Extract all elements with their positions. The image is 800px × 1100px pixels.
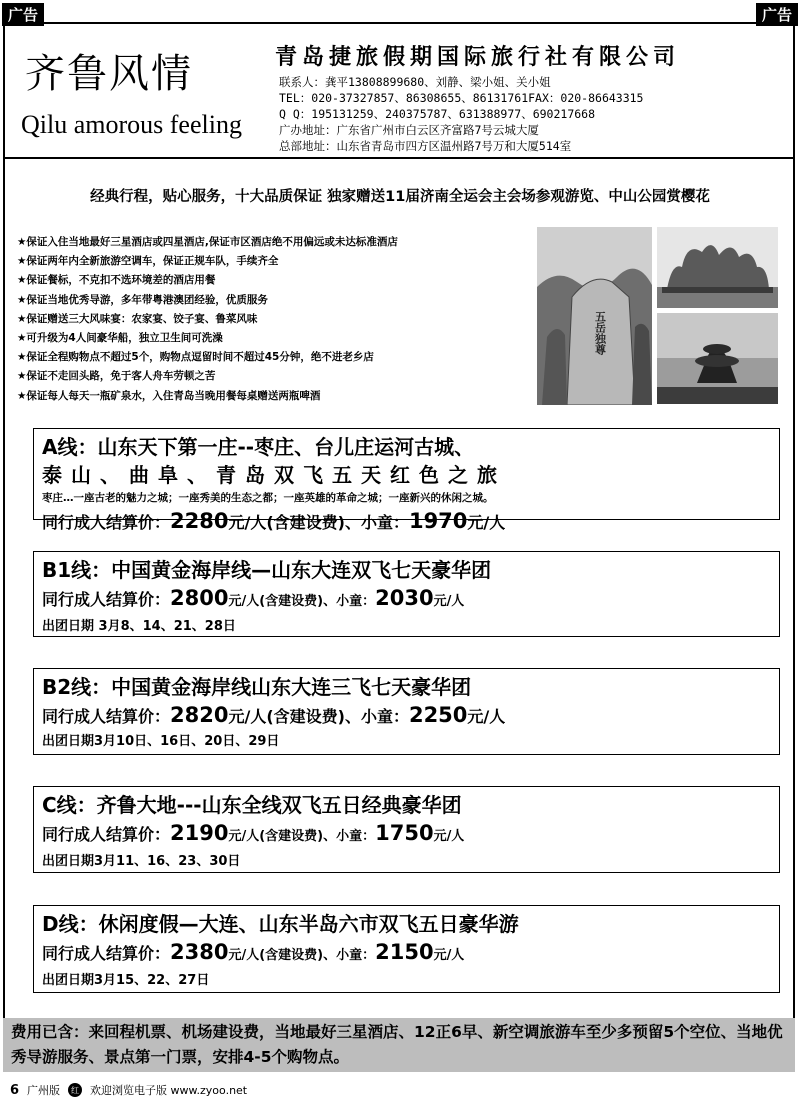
photo-sculpture bbox=[657, 227, 778, 308]
adult-unit: 元/人(含建设费)、小童： bbox=[228, 594, 376, 609]
route-b2 bbox=[33, 668, 780, 755]
route-b1-price bbox=[42, 584, 771, 616]
route-d-dates: 出团日期3月15、22、27日 bbox=[42, 973, 210, 988]
route-a-price bbox=[42, 507, 771, 537]
adult-unit: 元/人(含建设费)、小童： bbox=[228, 829, 376, 844]
adult-price: 2280 bbox=[170, 509, 229, 533]
guarantee-item: ★保证入住当地最好三星酒店或四星酒店,保证市区酒店绝不用偏远或未达标准酒店 bbox=[17, 236, 398, 248]
page-number: 6 bbox=[10, 1082, 20, 1098]
photo-qingdao-square bbox=[657, 313, 778, 404]
child-price: 2250 bbox=[408, 703, 468, 727]
child-price: 2150 bbox=[375, 940, 434, 964]
ad-tag-right: 广告 bbox=[756, 3, 798, 26]
contact-qq: Q Q：195131259、240375787、631388977、690217668 bbox=[279, 107, 596, 121]
price-label: 同行成人结算价： bbox=[42, 707, 171, 726]
guarantee-list bbox=[17, 233, 532, 406]
contact-phone: TEL：020-37327857、86308655、86131761FAX：020-86643315 bbox=[279, 91, 644, 105]
route-d-title: D线：休闲度假—大连、山东半岛六市双飞五日豪华游 bbox=[42, 912, 519, 936]
brand-chinese: 齐鲁风情 bbox=[25, 51, 193, 97]
child-unit: 元/人 bbox=[433, 948, 465, 963]
route-a-title-line2: 泰山、曲阜、青岛双飞五天红色之旅 bbox=[42, 463, 506, 487]
route-b2-price bbox=[42, 701, 771, 731]
publisher-logo-icon: 红 bbox=[68, 1083, 82, 1097]
guarantee-item: ★保证每人每天一瓶矿泉水，入住青岛当晚用餐每桌赠送两瓶啤酒 bbox=[17, 389, 321, 402]
child-unit: 元/人 bbox=[433, 829, 465, 844]
adult-price: 2800 bbox=[170, 586, 229, 610]
route-b2-dates: 出团日期3月10日、16日、20日、29日 bbox=[42, 734, 280, 749]
guarantee-item: ★保证不走回头路，免于客人舟车劳顿之苦 bbox=[17, 370, 216, 383]
guarantee-item: ★保证赠送三大风味宴：农家宴、饺子宴、鲁菜风味 bbox=[17, 312, 258, 325]
child-price: 1970 bbox=[408, 509, 468, 533]
route-c-dates: 出团日期3月11、16、23、30日 bbox=[42, 854, 241, 869]
footer bbox=[10, 1082, 247, 1098]
route-b1-title: B1线：中国黄金海岸线—山东大连双飞七天豪华团 bbox=[42, 558, 492, 582]
price-label: 同行成人结算价： bbox=[42, 590, 171, 609]
route-a bbox=[33, 428, 780, 533]
photo-taishan-stone bbox=[537, 227, 652, 405]
price-label: 同行成人结算价： bbox=[42, 944, 171, 963]
footer-website[interactable]: 欢迎浏览电子版 www.zyoo.net bbox=[90, 1084, 248, 1097]
adult-unit: 元/人(含建设费)、小童： bbox=[228, 513, 409, 532]
adult-unit: 元/人(含建设费)、小童： bbox=[228, 707, 409, 726]
guarantee-item: ★保证两年内全新旅游空调车，保证正规车队，手续齐全 bbox=[17, 255, 279, 268]
child-price: 1750 bbox=[375, 821, 434, 845]
guarantee-item: ★保证当地优秀导游，多年带粤港澳团经验，优质服务 bbox=[17, 293, 268, 306]
ad-tag-left: 广告 bbox=[2, 3, 44, 26]
guarantee-item: ★可升级为4人间豪华船，独立卫生间可洗澡 bbox=[17, 332, 223, 345]
adult-price: 2190 bbox=[170, 821, 229, 845]
route-c-title: C线：齐鲁大地---山东全线双飞五日经典豪华团 bbox=[42, 793, 462, 817]
child-unit: 元/人 bbox=[467, 707, 506, 726]
contact-hq-address: 总部地址：山东省青岛市四方区温州路7号万和大厦514室 bbox=[279, 139, 572, 153]
company-name: 青岛捷旅假期国际旅行社有限公司 bbox=[275, 44, 681, 70]
route-d bbox=[33, 905, 780, 993]
guarantee-item: ★保证餐标，不克扣不选环境差的酒店用餐 bbox=[17, 274, 216, 287]
header bbox=[3, 22, 795, 159]
route-a-title: A线：山东天下第一庄--枣庄、台儿庄运河古城、 bbox=[42, 435, 475, 459]
stone-inscription: 五岳独尊 bbox=[593, 311, 607, 355]
route-a-description: 枣庄…一座古老的魅力之城；一座秀美的生态之都；一座英雄的革命之城；一座新兴的休闲之城。 bbox=[42, 492, 494, 504]
contact-block bbox=[279, 74, 643, 154]
child-price: 2030 bbox=[375, 586, 434, 610]
adult-price: 2820 bbox=[170, 703, 229, 727]
adult-unit: 元/人(含建设费)、小童： bbox=[228, 948, 376, 963]
edition-label: 广州版 bbox=[27, 1084, 61, 1097]
brand-english: Qilu amorous feeling bbox=[21, 110, 242, 139]
fees-included: 费用已含：来回程机票、机场建设费，当地最好三星酒店、12正6早、新空调旅游车至少多预留5个空位、当地优秀导游服务、景点第一门票，安排4-5个购物点。 bbox=[3, 1018, 795, 1072]
contact-persons: 联系人：龚平13808899680、刘静、梁小姐、关小姐 bbox=[279, 75, 551, 89]
route-c bbox=[33, 786, 780, 873]
price-label: 同行成人结算价： bbox=[42, 825, 171, 844]
child-unit: 元/人 bbox=[467, 513, 506, 532]
headline: 经典行程，贴心服务，十大品质保证 独家赠送11届济南全运会主会场参观游览、中山公园赏樱花 bbox=[90, 189, 710, 205]
route-b2-title: B2线：中国黄金海岸线山东大连三飞七天豪华团 bbox=[42, 675, 472, 699]
route-b1-dates: 出团日期 3月8、14、21、28日 bbox=[42, 619, 236, 634]
route-d-price bbox=[42, 938, 771, 970]
guarantee-item: ★保证全程购物点不超过5个，购物点逗留时间不超过45分钟，绝不进老乡店 bbox=[17, 351, 374, 364]
contact-guangzhou-address: 广办地址：广东省广州市白云区齐富路7号云城大厦 bbox=[279, 123, 539, 137]
price-label: 同行成人结算价： bbox=[42, 513, 171, 532]
route-c-price bbox=[42, 819, 771, 851]
route-b1 bbox=[33, 551, 780, 637]
adult-price: 2380 bbox=[170, 940, 229, 964]
child-unit: 元/人 bbox=[433, 594, 465, 609]
